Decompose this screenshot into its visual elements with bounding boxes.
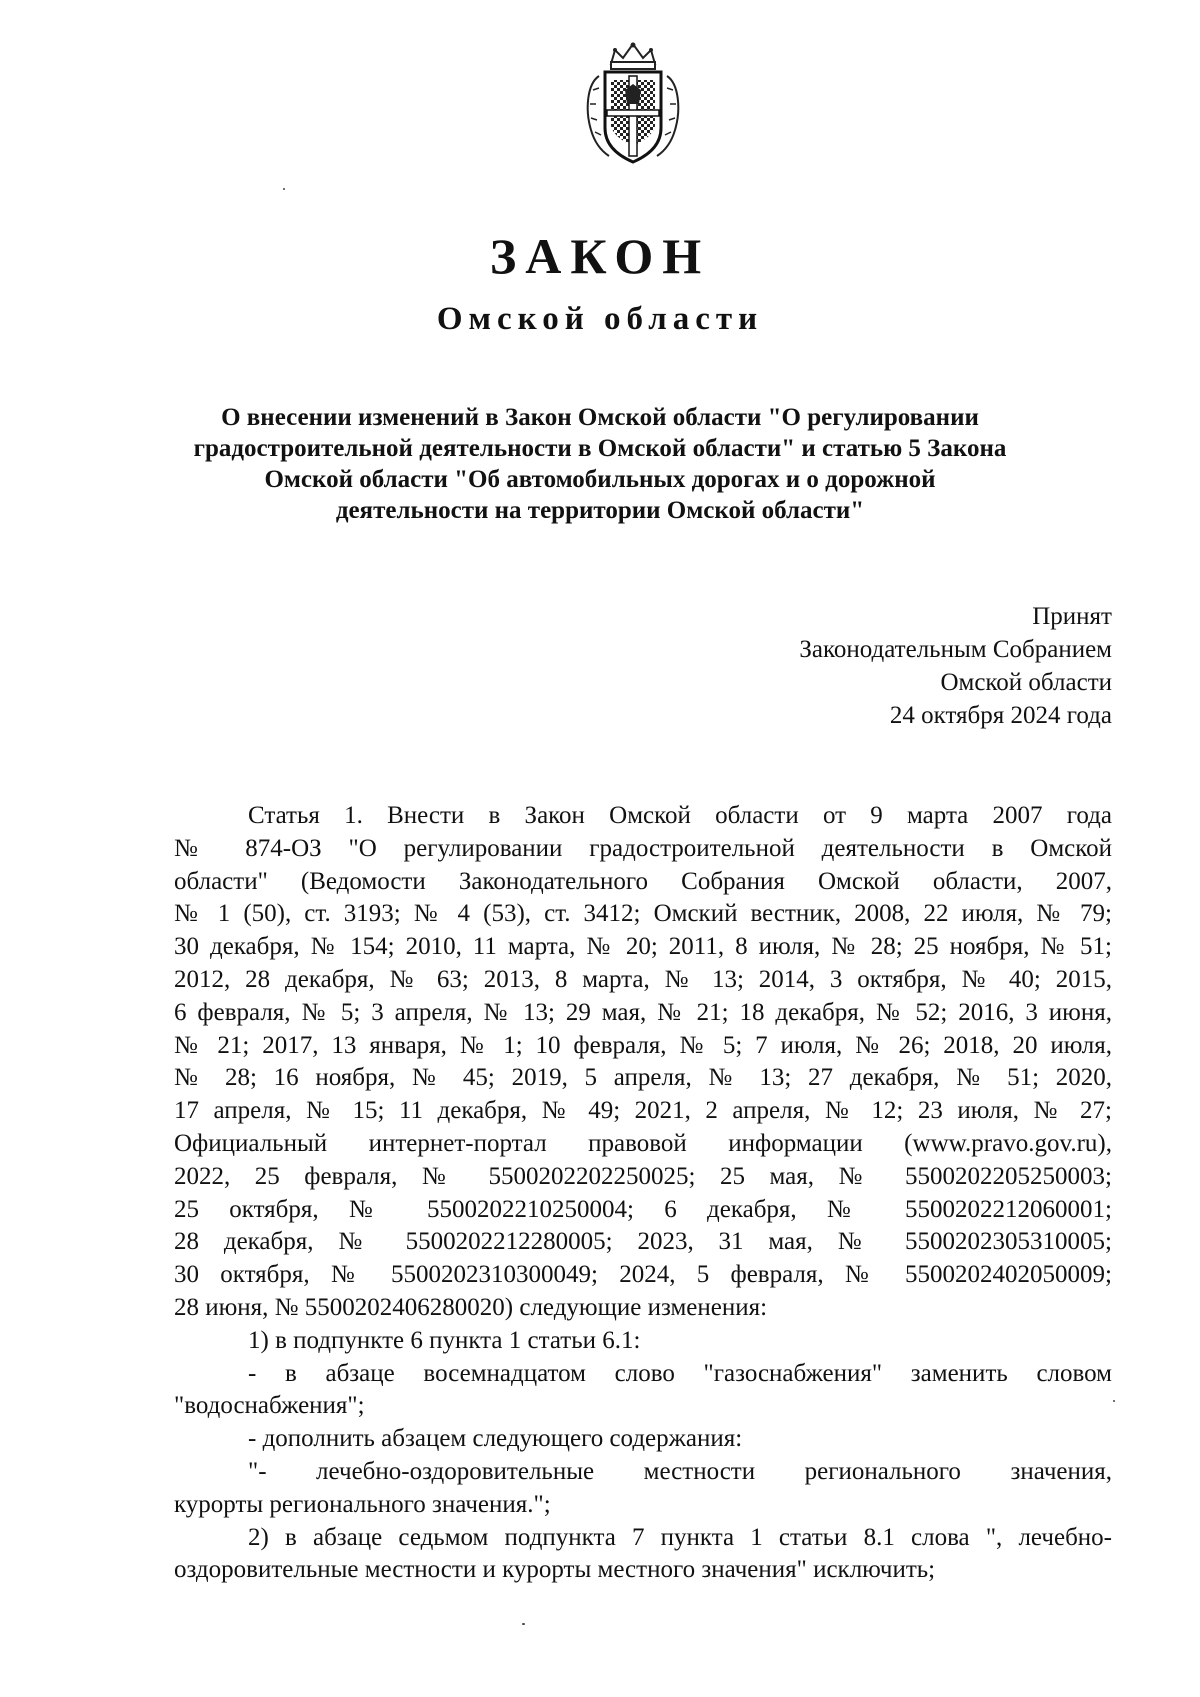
article-line: 28 декабря, № 5500202212280005; 2023, 31 мая, № 5500202305310005; <box>174 1228 1112 1256</box>
scan-speck <box>283 188 285 190</box>
article-line: 17 апреля, № 15; 11 декабря, № 49; 2021, 2 апреля, № 12; 23 июля, № 27; <box>174 1097 1112 1125</box>
adoption-line: Законодательным Собранием <box>799 636 1112 663</box>
article-1-text <box>174 800 1112 1587</box>
article-line: Официальный интернет-портал правовой информации (www.pravo.gov.ru), <box>174 1129 1112 1157</box>
law-heading <box>160 402 1040 526</box>
adoption-line: Омской области <box>940 669 1112 696</box>
article-line: области" (Ведомости Законодательного Собрания Омской области, 2007, <box>174 867 1112 895</box>
law-heading-line: градостроительной деятельности в Омской области" и статью 5 Закона <box>193 435 1007 462</box>
article-line: "- лечебно-оздоровительные местности регионального значения, <box>248 1457 1112 1485</box>
article-line: № 21; 2017, 13 января, № 1; 10 февраля, № 5; 7 июля, № 26; 2018, 20 июля, <box>174 1031 1112 1059</box>
article-line: курорты регионального значения."; <box>174 1490 551 1518</box>
article-line: 30 октября, № 5500202310300049; 2024, 5 февраля, № 5500202402050009; <box>174 1261 1112 1289</box>
adoption-line: Принят <box>1032 603 1112 630</box>
law-heading-line: О внесении изменений в Закон Омской области "О регулировании <box>221 404 979 431</box>
article-line: "водоснабжения"; <box>174 1392 365 1420</box>
law-heading-line: Омской области "Об автомобильных дорогах и о дорожной <box>264 466 936 493</box>
adoption-block <box>799 600 1112 732</box>
article-line: 2012, 28 декабря, № 63; 2013, 8 марта, № 13; 2014, 3 октября, № 40; 2015, <box>174 965 1112 993</box>
law-subtitle: Омской области <box>436 301 764 337</box>
article-line: - дополнить абзацем следующего содержания: <box>248 1425 743 1453</box>
article-line: № 28; 16 ноября, № 45; 2019, 5 апреля, № 13; 27 декабря, № 51; 2020, <box>174 1064 1112 1092</box>
scan-speck <box>1113 1400 1115 1402</box>
article-line: № 874-ОЗ "О регулировании градостроительной деятельности в Омской <box>174 834 1112 862</box>
adoption-date: 24 октября 2024 года <box>889 702 1112 729</box>
article-line: 2) в абзаце седьмом подпункта 7 пункта 1 статьи 8.1 слова ", лечебно- <box>248 1523 1112 1551</box>
article-line: 1) в подпункте 6 пункта 1 статьи 6.1: <box>248 1326 641 1354</box>
article-line: 28 июня, № 5500202406280020) следующие изменения: <box>174 1293 768 1321</box>
article-line: Статья 1. Внести в Закон Омской области от 9 марта 2007 года <box>248 802 1112 829</box>
omsk-oblast-coat-of-arms-icon <box>581 40 685 168</box>
article-line: 2022, 25 февраля, № 5500202202250025; 25 мая, № 5500202205250003; <box>174 1162 1112 1190</box>
article-line: 30 декабря, № 154; 2010, 11 марта, № 20; 2011, 8 июля, № 28; 25 ноября, № 51; <box>174 933 1112 961</box>
article-line: оздоровительные местности и курорты местного значения" исключить; <box>174 1556 936 1584</box>
article-line: № 1 (50), ст. 3193; № 4 (53), ст. 3412; Омский вестник, 2008, 22 июля, № 79; <box>174 900 1112 928</box>
article-line: 6 февраля, № 5; 3 апреля, № 13; 29 мая, № 21; 18 декабря, № 52; 2016, 3 июня, <box>174 998 1112 1026</box>
law-heading-line: деятельности на территории Омской области" <box>335 497 865 524</box>
article-line: 25 октября, № 5500202210250004; 6 декабря, № 5500202212060001; <box>174 1195 1112 1223</box>
scan-speck <box>522 1623 525 1625</box>
law-title: ЗАКОН <box>489 228 711 284</box>
article-line: - в абзаце восемнадцатом слово "газоснабжения" заменить словом <box>248 1359 1112 1387</box>
